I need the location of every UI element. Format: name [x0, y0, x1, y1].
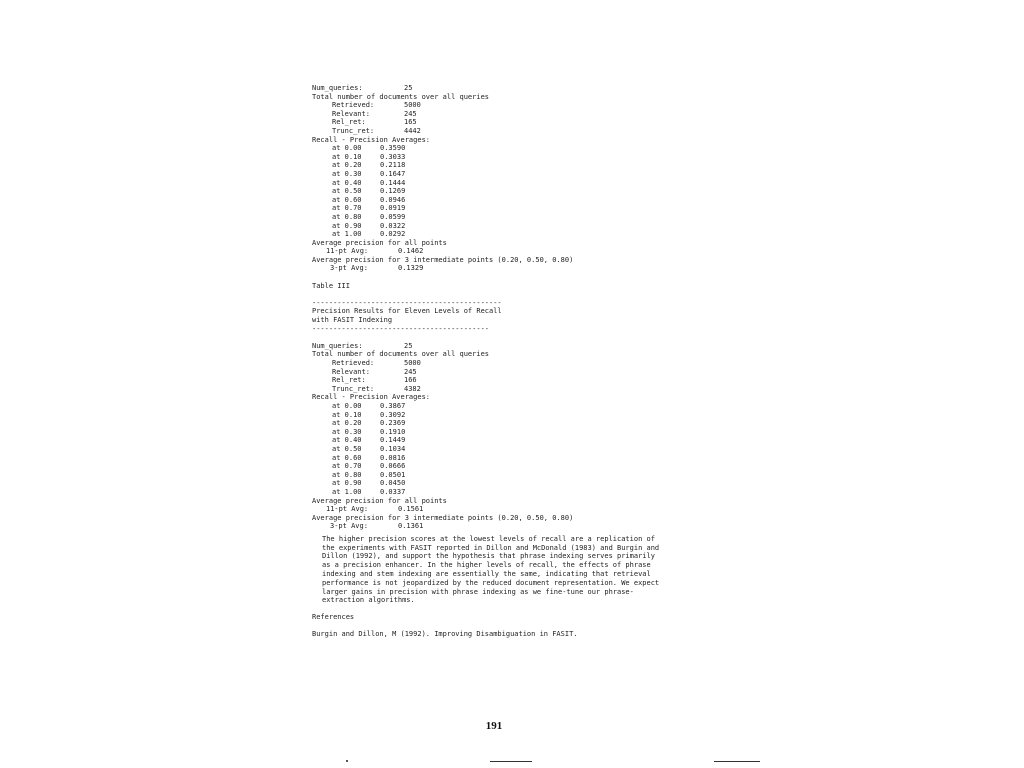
recall-row [312, 204, 672, 213]
precision-value: 0.0450 [380, 479, 406, 488]
precision-value: 0.1910 [380, 427, 406, 436]
averages-label: Recall - Precision Averages: [312, 135, 431, 144]
recall-level: at 0.70 [332, 204, 362, 213]
stat-row [312, 368, 672, 377]
precision-value: 0.3590 [380, 144, 406, 153]
recall-row [312, 479, 672, 488]
avg-11pt-value: 0.1561 [398, 505, 424, 514]
precision-value: 0.3867 [380, 401, 406, 410]
num-queries-value: 25 [404, 84, 413, 92]
stat-label: Relevant: [332, 109, 370, 118]
precision-value: 0.1449 [380, 436, 406, 445]
total-docs-label: Total number of documents over all queries [312, 92, 490, 101]
recall-level: at 0.30 [332, 169, 362, 178]
precision-value: 0.1269 [380, 187, 406, 196]
avg-3pt-label: 3-pt Avg: [330, 522, 368, 531]
precision-value: 0.0599 [380, 212, 406, 221]
precision-value: 0.0292 [380, 230, 406, 239]
avg-all-label: Average precision for all points [312, 238, 447, 247]
reference-item: Burgin and Dillon, M (1992). Improving Disambiguation in FASIT. [312, 630, 578, 639]
recall-level: at 0.60 [332, 453, 362, 462]
recall-row [312, 230, 672, 239]
avg-3pt-value: 0.1361 [398, 522, 424, 531]
avg-11pt-row [312, 247, 672, 256]
stat-label: Rel_ret: [332, 118, 366, 127]
avg-11pt-label: 11-pt Avg: [326, 505, 369, 514]
avg-3pt-heading: Average precision for 3 intermediate points (0.20, 0.50, 0.80) [312, 513, 574, 522]
recall-row [312, 419, 672, 428]
precision-value: 0.1444 [380, 178, 406, 187]
precision-value: 0.1647 [380, 169, 406, 178]
discussion-paragraph: The higher precision scores at the lowest levels of recall are a replication of the experiments with FASIT reported in Dillon and McDonald (1983) and Burgin and Dillon (1992), and support the hypothesis that phrase indexing serves primarily as a precision enhancer. In the higher levels of recall, the effects of phrase indexing and stem indexing are essentially the same, indicating that retrieval performance is not jeopardized by the reduced document representation. We expect larger gains in precision with phrase indexing as we fine-tune our phrase-extraction algorithms. [322, 534, 660, 605]
precision-value: 0.0816 [380, 453, 406, 462]
recall-row [312, 454, 672, 463]
avg-3pt-heading: Average precision for 3 intermediate points (0.20, 0.50, 0.80) [312, 255, 574, 264]
document-page [312, 84, 672, 639]
recall-level: at 1.00 [332, 230, 362, 239]
precision-value: 0.2369 [380, 419, 406, 428]
stat-label: Trunc_ret: [332, 126, 375, 135]
precision-value: 0.0337 [380, 487, 406, 496]
avg-11pt-value: 0.1462 [398, 247, 424, 256]
stat-row [312, 118, 672, 127]
precision-value: 0.3092 [380, 410, 406, 419]
stat-label: Rel_ret: [332, 376, 366, 385]
stat-label: Trunc_ret: [332, 384, 375, 393]
stat-label: Retrieved: [332, 101, 375, 110]
avg-3pt-row [312, 522, 672, 531]
avg-3pt-value: 0.1329 [398, 264, 424, 273]
recall-level: at 0.00 [332, 144, 362, 153]
recall-level: at 0.60 [332, 195, 362, 204]
recall-level: at 1.00 [332, 487, 362, 496]
recall-level: at 0.00 [332, 401, 362, 410]
num-queries-row [312, 342, 672, 351]
stat-value: 245 [404, 109, 417, 118]
recall-row [312, 462, 672, 471]
recall-row [312, 170, 672, 179]
averages-label: Recall - Precision Averages: [312, 393, 431, 402]
precision-value: 0.3033 [380, 152, 406, 161]
stat-value: 5000 [404, 101, 421, 110]
avg-11pt-row [312, 505, 672, 514]
table-rule-top: --------------------------------------------- [312, 298, 502, 307]
recall-row [312, 179, 672, 188]
stat-value: 165 [404, 118, 417, 127]
table-rule-bottom: ------------------------------------------ [312, 324, 490, 333]
recall-level: at 0.70 [332, 462, 362, 471]
avg-3pt-label: 3-pt Avg: [330, 264, 368, 273]
precision-value: 0.0919 [380, 204, 406, 213]
stat-row [312, 101, 672, 110]
recall-level: at 0.80 [332, 212, 362, 221]
num-queries-label: Num_queries: [312, 341, 363, 350]
recall-row [312, 187, 672, 196]
stat-value: 166 [404, 376, 417, 385]
recall-row [312, 471, 672, 480]
recall-level: at 0.50 [332, 187, 362, 196]
num-queries-value: 25 [404, 341, 413, 350]
recall-row [312, 222, 672, 231]
recall-level: at 0.20 [332, 161, 362, 170]
precision-value: 0.1034 [380, 444, 406, 453]
recall-level: at 0.10 [332, 152, 362, 161]
recall-row [312, 445, 672, 454]
recall-level: at 0.90 [332, 221, 362, 230]
precision-value: 0.0946 [380, 195, 406, 204]
recall-level: at 0.90 [332, 479, 362, 488]
avg-3pt-row [312, 264, 672, 273]
total-docs-label: Total number of documents over all queries [312, 350, 490, 359]
avg-11pt-label: 11-pt Avg: [326, 247, 369, 256]
recall-level: at 0.10 [332, 410, 362, 419]
stat-row [312, 110, 672, 119]
footer-rule-right [714, 761, 760, 762]
recall-row [312, 488, 672, 497]
num-queries-row [312, 84, 672, 93]
page-number: 191 [485, 720, 503, 732]
precision-value: 0.0666 [380, 462, 406, 471]
stat-label: Relevant: [332, 367, 370, 376]
footer-rule-left [490, 761, 532, 762]
stat-value: 245 [404, 367, 417, 376]
recall-row [312, 402, 672, 411]
recall-row [312, 196, 672, 205]
recall-row [312, 428, 672, 437]
recall-level: at 0.80 [332, 470, 362, 479]
avg-all-label: Average precision for all points [312, 496, 447, 505]
recall-level: at 0.20 [332, 419, 362, 428]
table-caption-line-1: Precision Results for Eleven Levels of Recall [312, 307, 502, 316]
recall-level: at 0.30 [332, 427, 362, 436]
stat-row [312, 376, 672, 385]
table-caption-line-2: with FASIT Indexing [312, 316, 393, 325]
table-title: Table III [312, 281, 350, 290]
recall-row [312, 436, 672, 445]
recall-row [312, 153, 672, 162]
stat-value: 4442 [404, 126, 421, 135]
stat-value: 5000 [404, 359, 421, 367]
precision-value: 0.0501 [380, 470, 406, 479]
recall-level: at 0.40 [332, 178, 362, 187]
stat-row [312, 127, 672, 136]
stat-value: 4382 [404, 384, 421, 393]
recall-row [312, 144, 672, 153]
stat-label: Retrieved: [332, 359, 375, 367]
num-queries-label: Num_queries: [312, 84, 363, 92]
precision-value: 0.0322 [380, 221, 406, 230]
stat-row [312, 385, 672, 394]
stat-row [312, 359, 672, 368]
precision-value: 0.2118 [380, 161, 406, 170]
recall-row [312, 161, 672, 170]
footer-mark [346, 760, 348, 762]
references-heading: References [312, 613, 355, 622]
recall-row [312, 411, 672, 420]
recall-level: at 0.40 [332, 436, 362, 445]
recall-row [312, 213, 672, 222]
recall-level: at 0.50 [332, 444, 362, 453]
